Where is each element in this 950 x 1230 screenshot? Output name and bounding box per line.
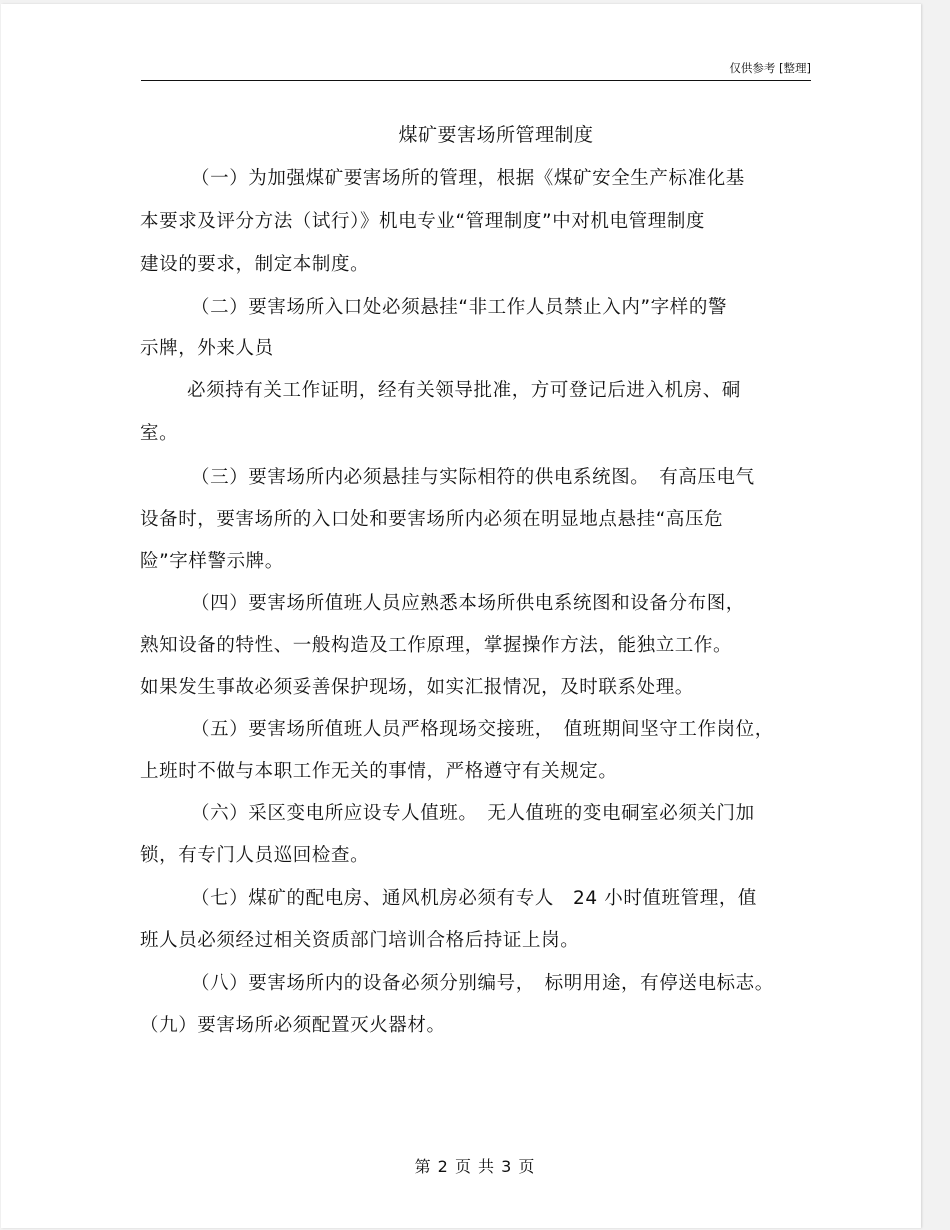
paragraph-line: （五）要害场所值班人员严格现场交接班， 值班期间坚守工作岗位， (191, 719, 774, 740)
paragraph-line: （一）为加强煤矿要害场所的管理，根据《煤矿安全生产标准化基 (191, 168, 745, 189)
paragraph-line: 室。 (140, 423, 179, 444)
paragraph-line: 必须持有关工作证明，经有关领导批准，方可登记后进入机房、硐 (187, 380, 741, 401)
paragraph-line: （六）采区变电所应设专人值班。 无人值班的变电硐室必须关门加 (191, 803, 755, 824)
paragraph-line: 如果发生事故必须妥善保护现场，如实汇报情况，及时联系处理。 (140, 677, 694, 698)
paragraph-line: 熟知设备的特性、一般构造及工作原理，掌握操作方法，能独立工作。 (140, 635, 733, 656)
paragraph-line: （七）煤矿的配电房、通风机房必须有专人 24 小时值班管理，值 (191, 888, 758, 909)
paragraph-line: （三）要害场所内必须悬挂与实际相符的供电系统图。 有高压电气 (191, 467, 755, 488)
paragraph-line: 建设的要求，制定本制度。 (140, 254, 370, 275)
document-title: 煤矿要害场所管理制度 (398, 124, 594, 146)
paragraph-line: 锁，有专门人员巡回检查。 (140, 845, 370, 866)
paragraph-line: 班人员必须经过相关资质部门培训合格后持证上岗。 (140, 930, 580, 951)
paragraph-line: 本要求及评分方法（试行）》机电专业“管理制度”中对机电管理制度 (140, 211, 706, 232)
header-label: 仅供参考 [整理] (729, 61, 811, 75)
page-footer: 第 2 页 共 3 页 (414, 1157, 536, 1176)
paragraph-line: 示牌，外来人员 (140, 338, 274, 359)
paragraph-line: （四）要害场所值班人员应熟悉本场所供电系统图和设备分布图， (191, 593, 745, 614)
document-page (1, 4, 921, 1228)
paragraph-line: 险”字样警示牌。 (140, 551, 284, 572)
paragraph-line: （八）要害场所内的设备必须分别编号， 标明用途，有停送电标志。 (191, 973, 774, 994)
page-header (141, 60, 811, 81)
paragraph-line: （二）要害场所入口处必须悬挂“非工作人员禁止入内”字样的警 (191, 297, 728, 318)
paragraph-line: 设备时，要害场所的入口处和要害场所内必须在明显地点悬挂“高压危 (140, 509, 724, 530)
paragraph-line: （九）要害场所必须配置灭火器材。 (140, 1015, 446, 1036)
paragraph-line: 上班时不做与本职工作无关的事情，严格遵守有关规定。 (140, 761, 618, 782)
